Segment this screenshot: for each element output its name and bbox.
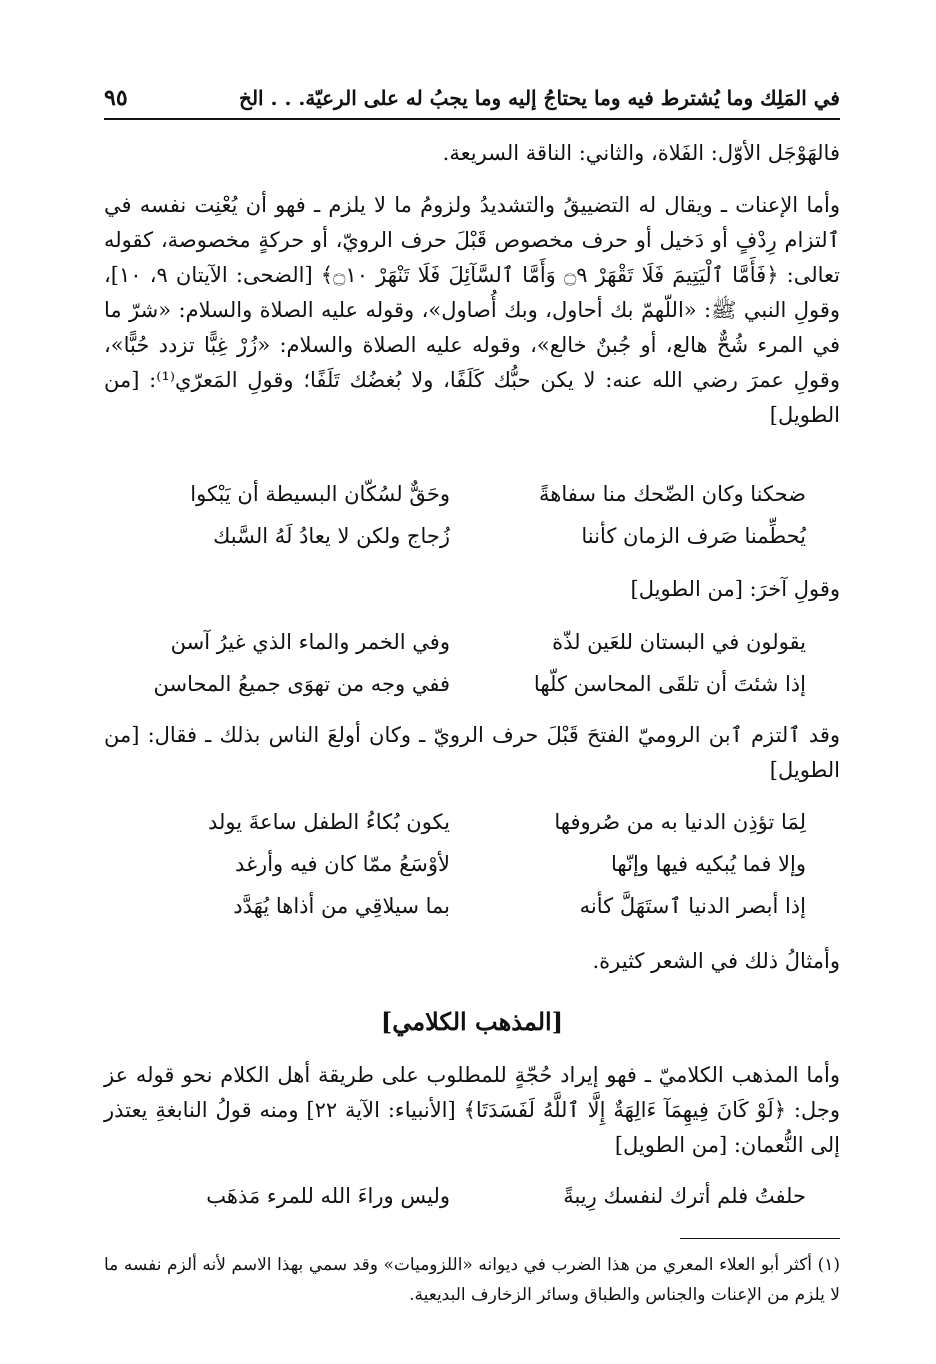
running-header <box>104 78 840 118</box>
verse-line <box>150 804 806 840</box>
running-title: في المَلِك وما يُشترط فيه وما يحتاجُ إليه وما يجبُ له على الرعيّة. . . الخ <box>239 86 840 110</box>
verse-second-hemistich: وحَقٌّ لسُكّان البسيطة أن يَبْكوا <box>190 482 450 506</box>
paragraph-ibn-rumi: وقد ٱلتزم ٱبن الروميّ الفتحَ قَبْلَ حرف الرويّ ـ وكان أولعَ الناس بذلك ـ فقال: [من الطويل] <box>104 723 840 782</box>
paragraph-inat: وأما الإعنات ـ ويقال له التضييقُ والتشديدُ ولزومُ ما لا يلزم ـ فهو أن يُعْنِت نفسه في ٱلتزام رِدْفٍ أو دَخيل أو حرف مخصوص قَبْلَ حرف الرويّ، أو حركةٍ مخصوصة، كقوله تعالى: ﴿فَأَمَّا ٱلْيَتِيمَ فَلَا تَقْهَرْ ۝٩ وَأَمَّا ٱلسَّآئِلَ فَلَا تَنْهَرْ ۝١٠﴾ [الضحى: الآيتان ٩، ١٠]، وقولِ النبي ﷺ: «اللّهمّ بك أحاول، وبك أُصاول»، وقوله عليه الصلاة والسلام: «شرّ ما في المرء شُحٌّ هالع، أو جُبنٌ خالع»، وقوله عليه الصلاة والسلام: «زُرْ غِبًّا تزدد حُبًّا»، وقولِ عمرَ رضي الله عنه: لا يكن حبُّك كَلَفًا، ولا بُغضُك تَلَفًا؛ وقولِ المَعرّي⁽¹⁾: [من الطويل] <box>104 193 841 427</box>
verse-line <box>150 888 806 924</box>
verse-second-hemistich: يكون بُكاءُ الطفل ساعةَ يولد <box>207 810 450 834</box>
verse-first-hemistich: يقولون في البستان للعَين لذّة <box>552 630 806 654</box>
verse-line <box>150 624 806 660</box>
page-number: ٩٥ <box>104 85 128 111</box>
paragraph-another-poet: وقولِ آخرَ: [من الطويل] <box>630 577 840 601</box>
verse-second-hemistich: زُجاج ولكن لا يعادُ لَهُ السَّبك <box>213 524 450 548</box>
verse-line <box>150 1178 806 1214</box>
footnote: (١) أكثر أبو العلاء المعري من هذا الضرب في ديوانه «اللزوميات» وقد سمي بهذا الاسم لأنه ألزم نفسه ما لا يلزم من الإعنات والجناس والطباق وسائر الزخارف البديعية. <box>104 1255 840 1305</box>
header-rule <box>104 118 840 120</box>
verse-second-hemistich: وفي الخمر والماء الذي غيرُ آسن <box>170 630 450 654</box>
verse-first-hemistich: إذا شئتَ أن تلقَى المحاسن كلّها <box>533 672 806 696</box>
verse-first-hemistich: يُحطِّمنا صَرف الزمان كأننا <box>581 524 806 548</box>
section-heading: [المذهب الكلامي] <box>380 1007 564 1036</box>
paragraph-hawjal: فالهَوْجَل الأوّل: الفَلاة، والثاني: الناقة السريعة. <box>442 141 840 165</box>
verse-line <box>150 518 806 554</box>
paragraph-examples: وأمثالُ ذلك في الشعر كثيرة. <box>592 949 840 973</box>
verse-second-hemistich: بما سيلاقِي من أذاها يُهَدَّد <box>233 894 450 918</box>
verse-line <box>150 476 806 512</box>
verse-first-hemistich: وإلا فما يُبكيه فيها وإنّها <box>611 852 806 876</box>
verse-first-hemistich: حلفتُ فلم أترك لنفسك رِيبةً <box>563 1184 806 1208</box>
verse-second-hemistich: لأوْسَعُ ممّا كان فيه وأرغد <box>235 852 450 876</box>
verse-first-hemistich: إذا أبصر الدنيا ٱستَهَلَّ كأنه <box>579 894 806 918</box>
verse-second-hemistich: وليس وراءَ الله للمرء مَذهَب <box>206 1184 450 1208</box>
paragraph-kalami: وأما المذهب الكلاميّ ـ فهو إيراد حُجّةٍ للمطلوب على طريقة أهل الكلام نحو قوله عز وجل: ﴿لَوْ كَانَ فِيهِمَآ ءَالِهَةٌ إِلَّا ٱللَّهُ لَفَسَدَتَا﴾ [الأنبياء: الآية ٢٢] ومنه قولُ النابغةِ يعتذر إلى النُّعمان: [من الطويل] <box>104 1063 840 1157</box>
verse-second-hemistich: ففي وجه من تهوَى جميعُ المحاسن <box>153 672 450 696</box>
footnote-rule <box>680 1238 840 1239</box>
verse-line <box>150 666 806 702</box>
verse-first-hemistich: ضحكنا وكان الضّحك منا سفاهةً <box>538 482 806 506</box>
verse-line <box>150 846 806 882</box>
verse-first-hemistich: لِمَا تؤذِن الدنيا به من صُروفها <box>554 810 806 834</box>
